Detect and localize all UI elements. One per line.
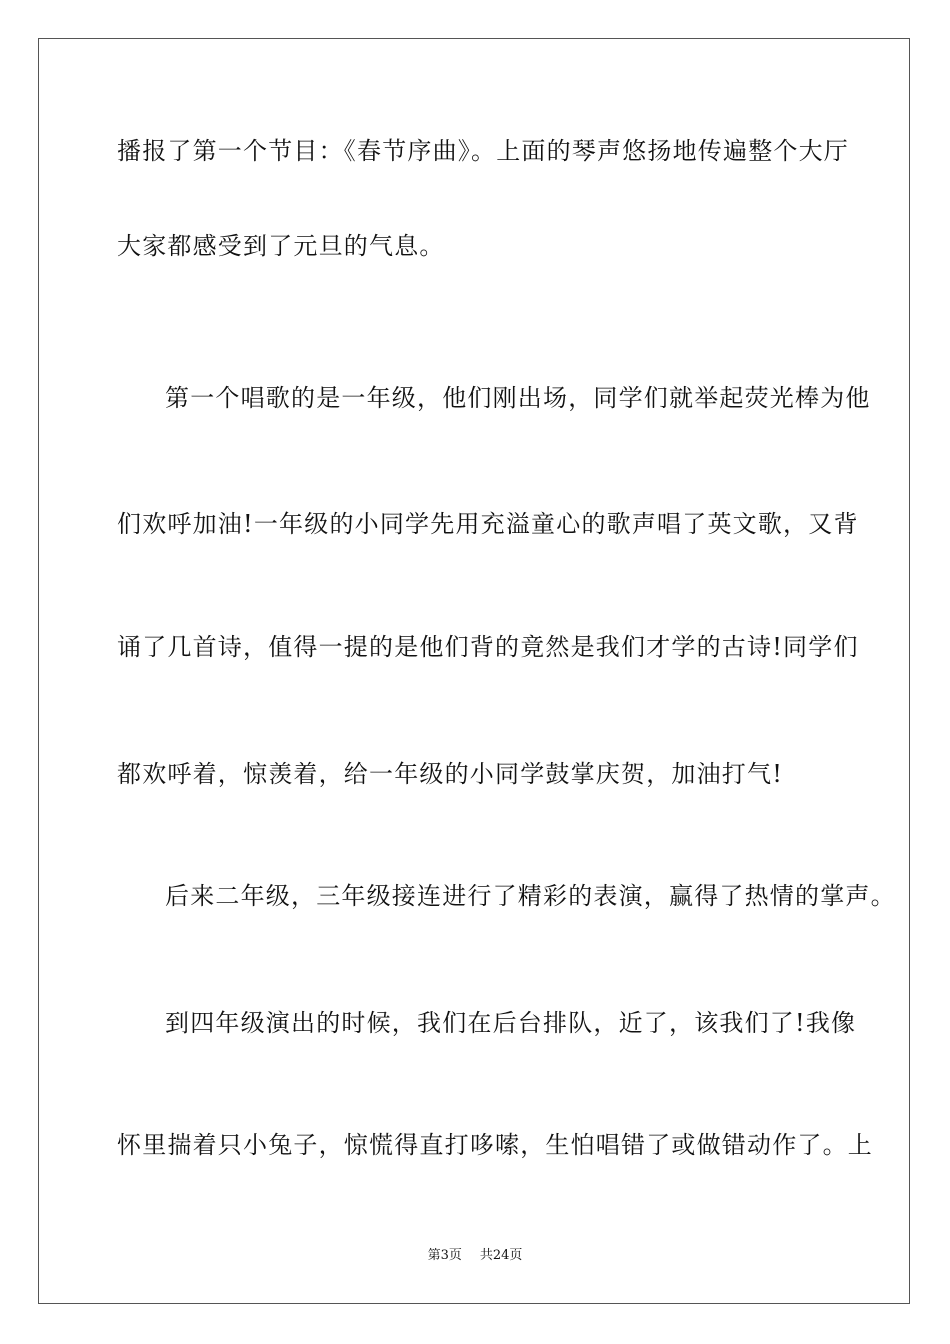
page-footer (0, 1246, 950, 1266)
text-line: 怀里揣着只小兔子，惊慌得直打哆嗦，生怕唱错了或做错动作了。上 (117, 1131, 873, 1159)
text-line: 播报了第一个节目：《春节序曲》。上面的琴声悠扬地传遍整个大厅 (117, 137, 849, 165)
text-line: 诵了几首诗，值得一提的是他们背的竟然是我们才学的古诗!同学们 (117, 633, 859, 661)
paragraph-start-line: 第一个唱歌的是一年级，他们刚出场，同学们就举起荧光棒为他 (165, 384, 871, 412)
text-line: 都欢呼着，惊羡着，给一年级的小同学鼓掌庆贺，加油打气! (117, 760, 784, 788)
text-line: 大家都感受到了元旦的气息。 (117, 232, 445, 260)
paragraph-start-line: 后来二年级，三年级接连进行了精彩的表演，赢得了热情的掌声。 (165, 882, 896, 910)
text-line: 们欢呼加油!一年级的小同学先用充溢童心的歌声唱了英文歌，又背 (117, 510, 859, 538)
page-border (38, 38, 910, 1304)
page-number-total: 共24页 (479, 1248, 523, 1263)
paragraph-start-line: 到四年级演出的时候，我们在后台排队，近了，该我们了!我像 (165, 1009, 857, 1037)
page-number-current: 第3页 (427, 1248, 462, 1263)
